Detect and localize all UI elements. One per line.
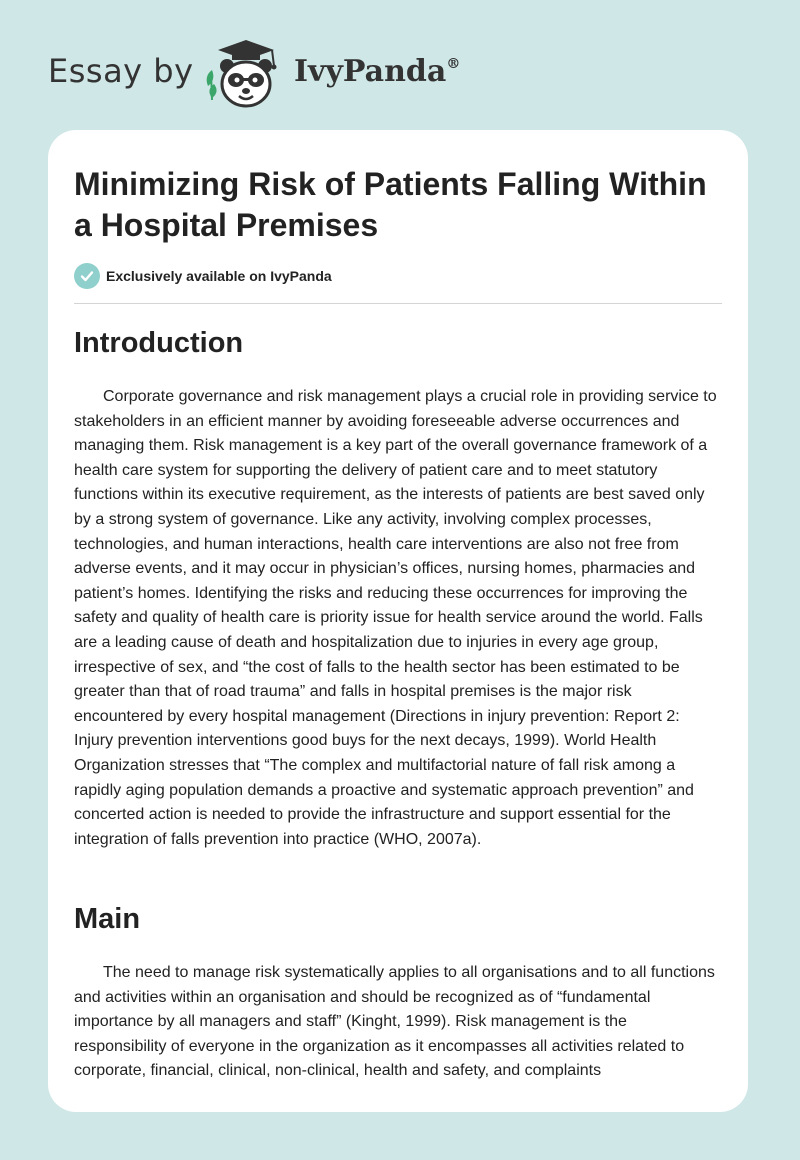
essay-by-label: Essay by xyxy=(48,52,194,90)
section-heading-main: Main xyxy=(74,903,141,935)
title-divider xyxy=(74,303,722,304)
registered-mark: ® xyxy=(446,56,461,72)
brand-name[interactable] xyxy=(294,54,460,89)
section-heading-introduction: Introduction xyxy=(74,327,244,359)
brand-text: IvyPanda xyxy=(294,54,447,89)
site-header xyxy=(48,36,548,112)
check-circle-icon xyxy=(74,263,100,289)
section-paragraph-introduction: Corporate governance and risk management plays a crucial role in providing service to stakeholders in an efficient manner by avoiding foreseeable adverse occurrences and managing them. Risk management is a key part of the overall governance framework of a health care system for supporting the delivery of patient care and to meet statutory functions within its executive requirement, as the interests of patients are best saved only by a strong system of governance. Like any activity, involving complex processes, technologies, and human interactions, health care interventions are also not free from adverse events, and it may occur in physician’s offices, nursing homes, pharmacies and patient’s homes. Identifying the risks and reducing these occurrences for improving the safety and quality of health care is priority issue for health service around the world. Falls are a leading cause of death and hospitalization due to injuries in every age group, irrespective of sex, and “the cost of falls to the health sector has been estimated to be greater than that of road trauma” and falls in hospital premises is the major risk encountered by every hospital management (Directions in injury prevention: Report 2: Injury prevention interventions good buys for the next decays, 1999). World Health Organization stresses that “The complex and multifactorial nature of fall risk among a rapidly aging population demands a proactive and systematic approach prevention” and concerted action is needed to provide the infrastructure and support essential for the integration of falls prevention into practice (WHO, 2007a). xyxy=(74,388,717,848)
article-card xyxy=(48,130,748,1112)
section-paragraph-main: The need to manage risk systematically applies to all organisations and to all functions and activities within an organisation and should be recognized as of “fundamental importance by all managers and staff” (Kinght, 1999). Risk management is the responsibility of everyone in the organization as it encompasses all activities related to corporate, financial, clinical, non-clinical, health and safety, and complaints xyxy=(74,964,715,1080)
exclusive-label: Exclusively available on IvyPanda xyxy=(106,268,332,284)
exclusive-badge xyxy=(74,263,332,289)
article-title: Minimizing Risk of Patients Falling Within a Hospital Premises xyxy=(74,166,707,243)
ivypanda-logo-icon[interactable] xyxy=(202,36,290,112)
